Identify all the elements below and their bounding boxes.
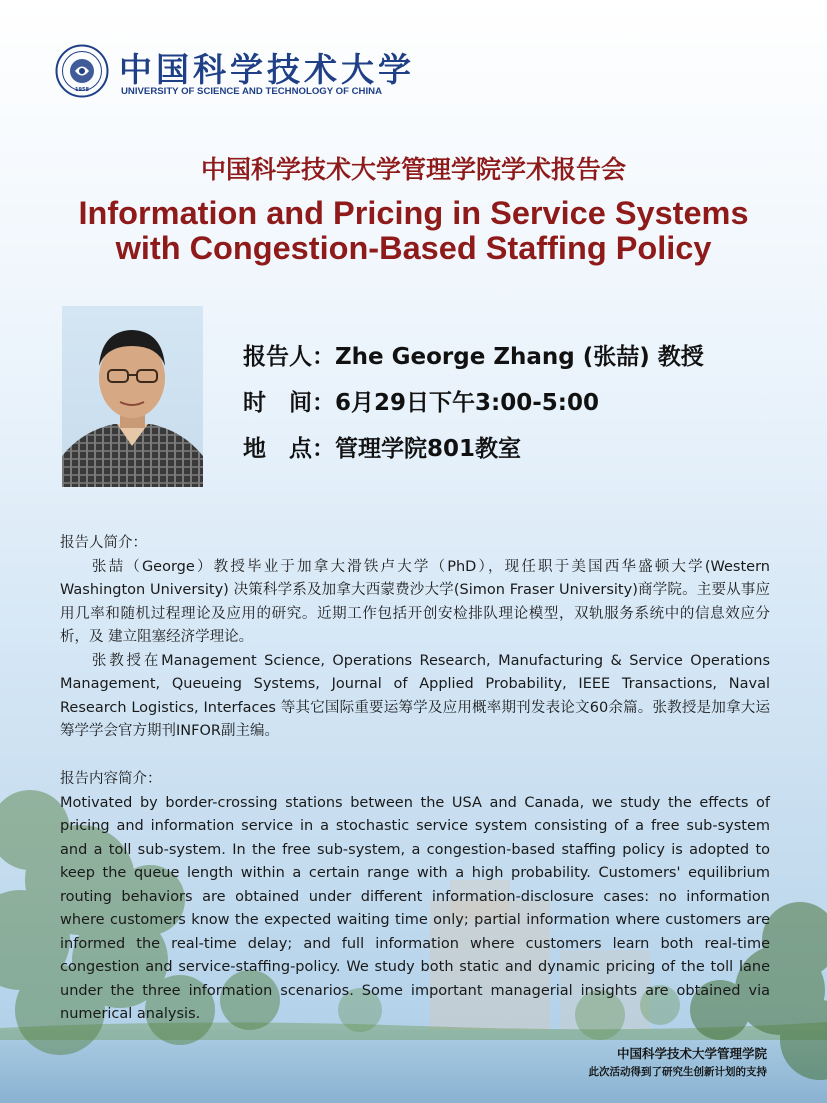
event-title: 中国科学技术大学管理学院学术报告会 bbox=[200, 155, 626, 184]
poster-footer bbox=[589, 1044, 768, 1081]
university-seal-icon bbox=[55, 44, 109, 98]
speaker-portrait-icon bbox=[62, 306, 203, 487]
abstract-text: Motivated by border-crossing stations between the USA and Canada, we study the effects of pricing and information service in a stochastic service system consisting of a free sub-system and a toll sub-system. In the free sub-system, a congestion-based staffing policy is adopted to keep the queue length within a certain range with a high probability. Customers' equilibrium routing behaviors are obtained under different information-disclosure cases: no information where customers know the expected waiting time only; partial information where customers are informed the real-time delay; and full information where customers learn both real-time congestion and service-staffing-policy. We study both static and dynamic pricing of the toll lane under the three information scenarios. Some important managerial insights are obtained via numerical analysis. bbox=[60, 794, 770, 1022]
talk-title-line-1: Information and Pricing in Service Systems bbox=[78, 195, 749, 231]
time-line: 时 间：6月29日下午3:00-5:00 bbox=[243, 390, 599, 416]
talk-title-line-2: with Congestion-Based Staffing Policy bbox=[115, 230, 712, 266]
location-line: 地 点：管理学院801教室 bbox=[243, 436, 522, 462]
abstract-heading: 报告内容简介： bbox=[60, 771, 162, 787]
abstract-section bbox=[60, 768, 770, 1027]
speaker-photo bbox=[62, 306, 203, 487]
support-note: 此次活动得到了研究生创新计划的支持 bbox=[588, 1066, 767, 1078]
bio-paragraph: 张教授在Management Science, Operations Research, Manufacturing & Service Operations Management, Queueing Systems, Journal of Applied Probability, IEEE Transactions, Naval Research Logistics, Interfaces 等其它国际重要运筹学及应用概率期刊发表论文60余篇。张教授是加拿大运筹学学会官方期刊INFOR副主编。 bbox=[60, 652, 770, 739]
speaker-line: 报告人：Zhe George Zhang (张喆) 教授 bbox=[243, 344, 704, 370]
seal-year: 1958 bbox=[75, 87, 89, 93]
university-name-english: UNIVERSITY OF SCIENCE AND TECHNOLOGY OF CHINA bbox=[121, 86, 383, 97]
university-name-chinese: 中国科学技术大学 bbox=[119, 50, 415, 89]
bio-paragraph: 张喆（George）教授毕业于加拿大滑铁卢大学（PhD），现任职于美国西华盛顿大学(Western Washington University) 决策科学系及加拿大西蒙费沙大学(Simon Fraser University)商学院。主要从事应用几率和随机过程理论及应用的研究。近期工作包括开创安检排队理论模型，双轨服务系统中的信息效应分析，及 建立阻塞经济学理论。 bbox=[60, 558, 770, 645]
bio-heading: 报告人简介： bbox=[60, 535, 147, 551]
university-header bbox=[55, 44, 555, 104]
organizer-name: 中国科学技术大学管理学院 bbox=[616, 1046, 767, 1061]
talk-title bbox=[0, 196, 827, 266]
speaker-bio-section bbox=[60, 532, 770, 744]
